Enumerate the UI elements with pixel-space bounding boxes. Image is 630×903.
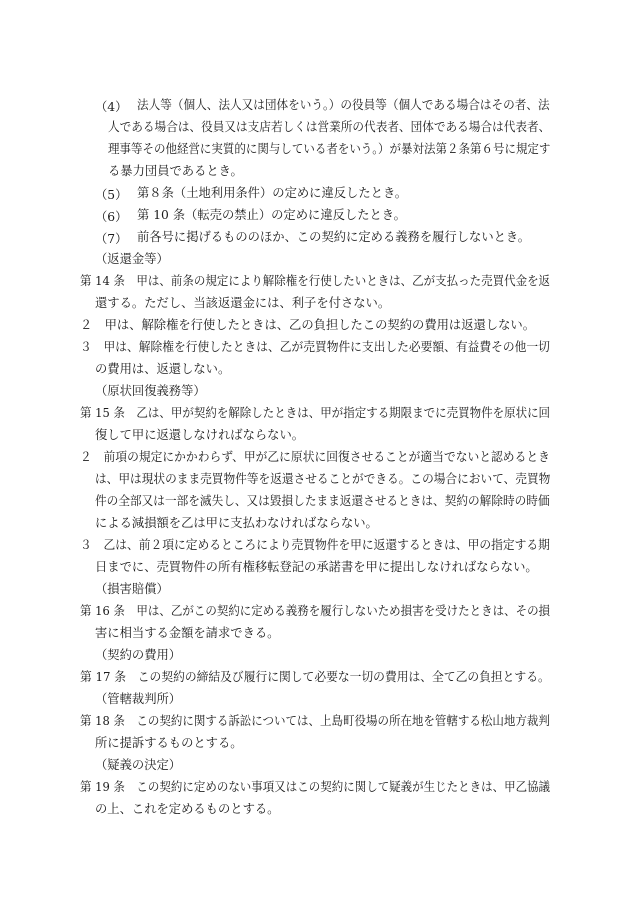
article-text-line: 害に相当する金額を請求できる。 xyxy=(95,626,280,640)
article-text-line: の上、これを定めるものとする。 xyxy=(95,802,280,816)
article-text-line: 件の全部又は一部を滅失し、又は毀損したまま返還させるときは、契約の解除時の時価 xyxy=(95,494,550,508)
item-text-line: る暴力団員であるとき。 xyxy=(108,164,243,178)
article-text-line: 第 17 条 この契約の締結及び履行に関して必要な一切の費用は、全て乙の負担とする。 xyxy=(80,670,550,684)
article-text-line: 還する。ただし、当該返還金には、利子を付さない。 xyxy=(95,296,391,310)
item-text-line: 第 10 条（転売の禁止）の定めに違反したとき。 xyxy=(137,208,406,222)
article-text-line: ３ 甲は、解除権を行使したときは、乙が売買物件に支出した必要額、有益費その他一切 xyxy=(80,340,550,354)
article-text-line: 第 14 条 甲は、前条の規定により解除権を行使したいときは、乙が支払った売買代金を返 xyxy=(80,274,551,288)
section-heading: （返還金等） xyxy=(95,252,169,266)
item-text-line: 前各号に掲げるもののほか、この契約に定める義務を履行しないとき。 xyxy=(137,230,531,244)
section-heading: （契約の費用） xyxy=(95,648,182,662)
section-heading: （疑義の決定） xyxy=(95,758,182,772)
article-text-line: 第 16 条 甲は、乙がこの契約に定める義務を履行しないため損害を受けたときは、その損 xyxy=(80,604,551,618)
article-text-line: ２ 前項の規定にかかわらず、甲が乙に原状に回復させることが適当でないと認めるとき xyxy=(80,450,550,464)
article-text-line: ３ 乙は、前２項に定めるところにより売買物件を甲に返還するときは、甲の指定する期 xyxy=(80,538,550,552)
article-text-line: 日までに、売買物件の所有権移転登記の承諾書を甲に提出しなければならない。 xyxy=(95,560,538,574)
article-text-line: による減損額を乙は甲に支払わなければならない。 xyxy=(95,516,378,530)
item-number: （7） xyxy=(95,232,128,246)
section-heading: （管轄裁判所） xyxy=(95,692,182,706)
section-heading: （原状回復義務等） xyxy=(95,384,206,398)
item-number: （4） xyxy=(95,100,128,114)
item-text-line: 理事等その他経営に実質的に関与している者をいう。）が暴対法第２条第６号に規定す xyxy=(108,142,551,156)
item-text-line: 人である場合は、役員又は支店若しくは営業所の代表者、団体である場合は代表者、 xyxy=(108,120,551,134)
item-text-line: 第８条（土地利用条件）の定めに違反したとき。 xyxy=(137,186,408,200)
article-text-line: 第 18 条 この契約に関する訴訟については、上島町役場の所在地を管轄する松山地方裁判 xyxy=(80,714,550,728)
item-number: （6） xyxy=(95,210,128,224)
article-text-line: は、甲は現状のまま売買物件等を返還させることができる。この場合において、売買物 xyxy=(95,472,551,486)
article-text-line: ２ 甲は、解除権を行使したときは、乙の負担したこの契約の費用は返還しない。 xyxy=(80,318,535,332)
article-text-line: 復して甲に返還しなければならない。 xyxy=(95,428,305,442)
item-number: （5） xyxy=(95,188,128,202)
article-text-line: 第 15 条 乙は、甲が契約を解除したときは、甲が指定する期限までに売買物件を原状に回 xyxy=(80,406,551,420)
item-text-line: 法人等（個人、法人又は団体をいう。）の役員等（個人である場合はその者、法 xyxy=(137,98,550,112)
section-heading: （損害賠償） xyxy=(95,582,169,596)
article-text-line: の費用は、返還しない。 xyxy=(95,362,231,376)
article-text-line: 第 19 条 この契約に定めのない事項又はこの契約に関して疑義が生じたときは、甲乙協議 xyxy=(80,780,551,794)
article-text-line: 所に提訴するものとする。 xyxy=(95,736,243,750)
